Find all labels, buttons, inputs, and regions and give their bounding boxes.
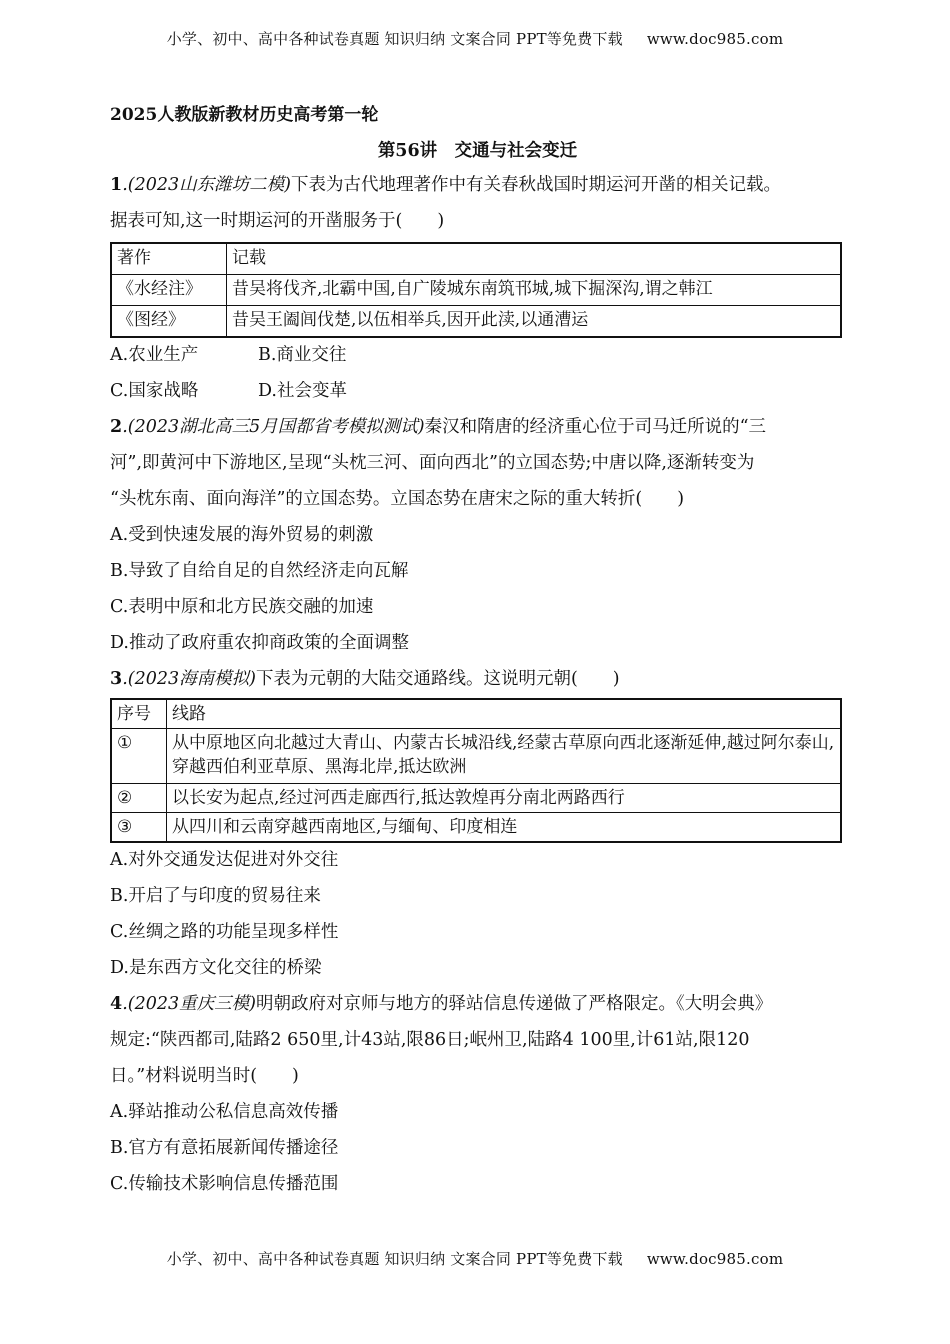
table-header-cell: 记载 [227,243,842,275]
table-row [111,784,841,813]
q4-option-b[interactable]: B.官方有意拓展新闻传播途径 [110,1138,339,1158]
table-cell: 昔吴王阖闾伐楚,以伍相举兵,因开此渎,以通漕运 [227,306,842,338]
table-cell: 以长安为起点,经过河西走廊西行,抵达敦煌再分南北两路西行 [167,784,842,813]
q4-stem-line-2: 规定:“陕西都司,陆路2 650里,计43站,限86日;岷州卫,陆路4 100里,计61站,限120 [110,1030,750,1050]
q2-option-d[interactable]: D.推动了政府重农抑商政策的全面调整 [110,633,409,653]
table-cell: 从中原地区向北越过大青山、内蒙古长城沿线,经蒙古草原向西北逐渐延伸,越过阿尔泰山,穿越西伯利亚草原、黑海北岸,抵达欧洲 [167,729,842,784]
q3-table [110,698,842,843]
q3-option-d[interactable]: D.是东西方文化交往的桥梁 [110,958,322,978]
table-row [111,813,841,843]
q1-source: .(2023山东潍坊二模) [122,175,291,195]
table-row [111,729,841,784]
q2-option-a[interactable]: A.受到快速发展的海外贸易的刺激 [110,525,374,545]
q3-number: 3 [110,669,123,689]
q3-stem-line-1 [110,662,845,698]
question-1 [110,168,845,410]
q3-option-b[interactable]: B.开启了与印度的贸易往来 [110,886,321,906]
q2-stem-line-1 [110,410,845,446]
q1-options-row-1 [110,338,845,374]
table-header-cell: 线路 [167,699,842,729]
q3-source: .(2023海南模拟) [122,669,256,689]
q4-option-a[interactable]: A.驿站推动公私信息高效传播 [110,1102,339,1122]
table-row [111,275,841,306]
q4-stem-line-1 [110,987,845,1023]
question-3 [110,662,845,987]
table-cell: 《图经》 [111,306,227,338]
q1-option-a[interactable]: A.农业生产 [110,345,199,365]
q1-stem-line-1 [110,168,845,204]
q3-option-a[interactable]: A.对外交通发达促进对外交往 [110,850,339,870]
q4-text-1: 明朝政府对京师与地方的驿站信息传递做了严格限定。《大明会典》 [255,994,773,1014]
q2-text-1: 秦汉和隋唐的经济重心位于司马迁所说的“三 [424,417,767,437]
header-text: 小学、初中、高中各种试卷真题 知识归纳 文案合同 PPT等免费下载 [166,30,623,48]
table-cell: 从四川和云南穿越西南地区,与缅甸、印度相连 [167,813,842,843]
document-body [110,100,845,1203]
q2-stem-line-2: 河”,即黄河中下游地区,呈现“头枕三河、面向西北”的立国态势;中唐以降,逐渐转变为 [110,453,755,473]
footer-text: 小学、初中、高中各种试卷真题 知识归纳 文案合同 PPT等免费下载 [166,1250,623,1268]
table-cell: ③ [111,813,167,843]
footer-site: www.doc985.com [646,1250,784,1268]
page-footer [0,1248,950,1269]
table-cell: ① [111,729,167,784]
q4-option-c[interactable]: C.传输技术影响信息传播范围 [110,1174,339,1194]
table-header-row [111,699,841,729]
q4-number: 4 [110,994,123,1014]
q2-number: 2 [110,417,123,437]
table-header-cell: 序号 [111,699,167,729]
table-cell: 昔吴将伐齐,北霸中国,自广陵城东南筑邗城,城下掘深沟,谓之韩江 [227,275,842,306]
q2-option-c[interactable]: C.表明中原和北方民族交融的加速 [110,597,374,617]
question-4 [110,987,845,1203]
q1-option-d[interactable]: D.社会变革 [258,381,347,401]
q2-source: .(2023湖北高三5月国都省考模拟测试) [122,417,425,437]
q1-number: 1 [110,175,123,195]
q1-table [110,242,842,338]
q1-options-row-2 [110,374,845,410]
q1-stem-line-2: 据表可知,这一时期运河的开凿服务于( ) [110,211,445,231]
q4-stem-line-3: 日。”材料说明当时( ) [110,1066,299,1086]
q2-stem-line-3: “头枕东南、面向海洋”的立国态势。立国态势在唐宋之际的重大转折( ) [110,489,685,509]
course-title: 2025人教版新教材历史高考第一轮 [110,105,379,125]
q3-option-c[interactable]: C.丝绸之路的功能呈现多样性 [110,922,339,942]
lecture-title: 第56讲 交通与社会变迁 [377,141,578,161]
header-site: www.doc985.com [646,30,784,48]
table-header-cell: 著作 [111,243,227,275]
table-header-row [111,243,841,275]
q1-text-1: 下表为古代地理著作中有关春秋战国时期运河开凿的相关记载。 [290,175,781,195]
question-2 [110,410,845,662]
q4-source: .(2023重庆三模) [122,994,256,1014]
table-cell: 《水经注》 [111,275,227,306]
q1-option-b[interactable]: B.商业交往 [258,345,347,365]
q1-option-c[interactable]: C.国家战略 [110,381,199,401]
page-header [0,28,950,49]
q2-option-b[interactable]: B.导致了自给自足的自然经济走向瓦解 [110,561,409,581]
table-cell: ② [111,784,167,813]
q3-text-1: 下表为元朝的大陆交通路线。这说明元朝( ) [255,669,620,689]
table-row [111,306,841,338]
